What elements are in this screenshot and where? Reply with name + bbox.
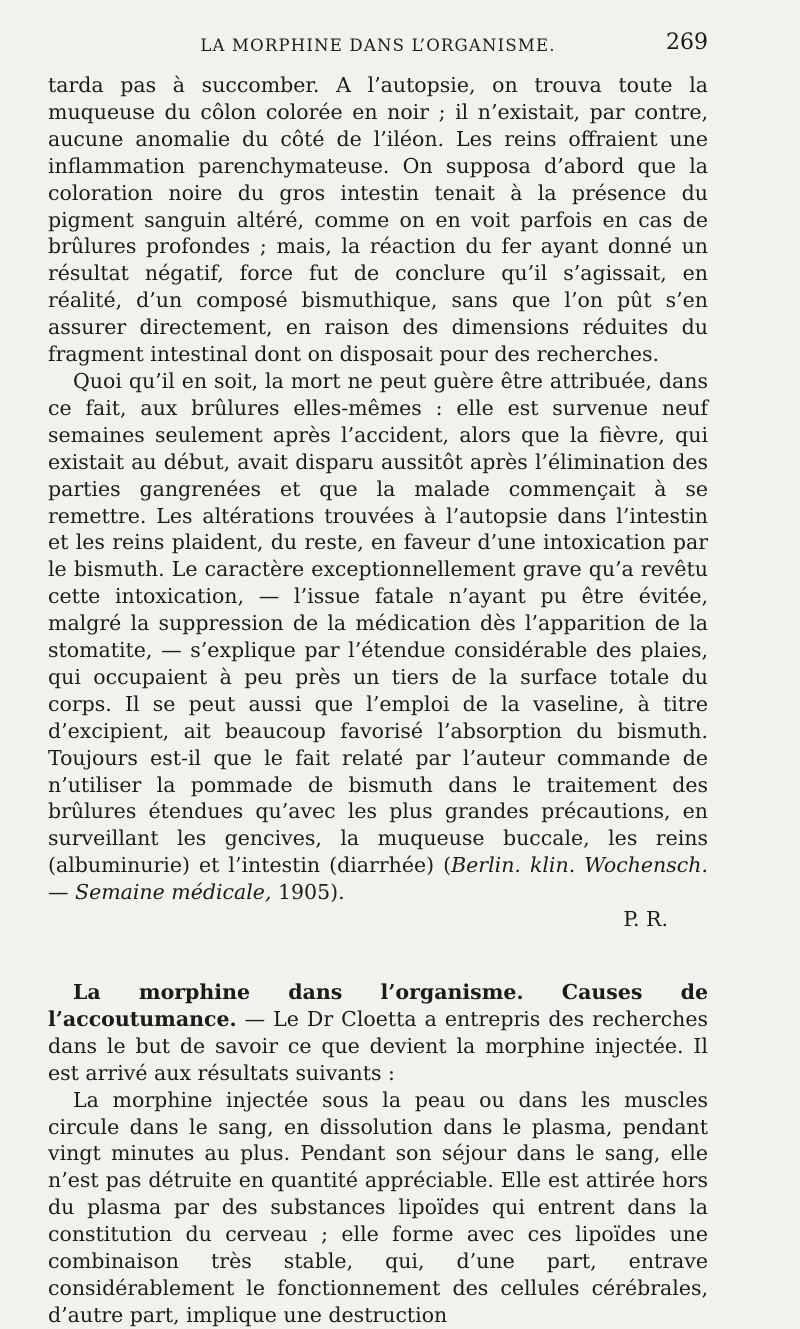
page-number: 269	[666, 30, 708, 55]
paragraph-discussion: Quoi qu’il en soit, la mort ne peut guère être attribuée, dans ce fait, aux brûlures elles-mêmes : elle est survenue neuf semaines seulement après l’accident, alors que la fièvre, qui existait au début, avait disparu aussitôt après l’élimination des parties gangrenées et que la malade commençait à se remettre. Les altérations trouvées à l’autopsie dans l’intestin et les reins plaident, du reste, en faveur d’une intoxication par le bismuth. Le caractère exceptionnellement grave qu’a revêtu cette intoxication, — l’issue fatale n’ayant pu être évitée, malgré la suppression de la médication dès l’apparition de la stomatite, — s’explique par l’étendue considérable des plaies, qui occupaient à peu près un tiers de la surface totale du corps. Il se peut aussi que l’emploi de la vaseline, à titre d’excipient, ait beaucoup favorisé l’absorption du bismuth. Toujours est-il que le fait relaté par l’auteur commande de n’utiliser la pommade de bismuth dans le traitement des brûlures étendues qu’avec les plus grandes précautions, en surveillant les gencives, la muqueuse buccale, les reins (albuminurie) et l’intestin (diarrhée) (Berlin. klin. Wochensch. — Semaine médicale, 1905).	[48, 368, 708, 905]
running-title: LA MORPHINE DANS L’ORGANISME.	[200, 36, 556, 55]
paragraph-discussion-text: Quoi qu’il en soit, la mort ne peut guère être attribuée, dans ce fait, aux brûlures elles-mêmes : elle est survenue neuf semaines seulement après l’accident, alors que la fièvre, qui existait au début, avait disparu aussitôt après l’élimination des parties gangrenées et que la malade commençait à se remettre. Les altérations trouvées à l’autopsie dans l’intestin et les reins plaident, du reste, en faveur d’une intoxication par le bismuth. Le caractère exceptionnellement grave qu’a revêtu cette intoxication, — l’issue fatale n’ayant pu être évitée, malgré la suppression de la médication dès l’apparition de la stomatite, — s’explique par l’étendue considérable des plaies, qui occupaient à peu près un tiers de la surface totale du corps. Il se peut aussi que l’emploi de la vaseline, à titre d’excipient, ait beaucoup favorisé l’absorption du bismuth. Toujours est-il que le fait relaté par l’auteur commande de n’utiliser la pommade de bismuth dans le traitement des brûlures étendues qu’avec les plus grandes précautions, en surveillant les gencives, la muqueuse buccale, les reins (albuminurie) et l’intestin (diarrhée)	[48, 368, 708, 878]
section-title: La morphine dans l’organisme. Causes de l’accoutumance.	[48, 980, 708, 1031]
paragraph-continuation: tarda pas à succomber. A l’autopsie, on trouva toute la muqueuse du côlon colorée en noir ; il n’existait, par contre, aucune anomalie du côté de l’iléon. Les reins offraient une inflammation parenchymateuse. On supposa d’abord que la coloration noire du gros intestin tenait à la présence du pigment sanguin altéré, comme on en voit parfois en cas de brûlures profondes ; mais, la réaction du fer ayant donné un résultat négatif, force fut de conclure qu’il s’agissait, en réalité, d’un composé bismuthique, sans que l’on pût s’en assurer directement, en raison des dimensions réduites du fragment intestinal dont on disposait pour des recherches.	[48, 73, 708, 367]
citation-year: 1905).	[271, 880, 345, 905]
running-head	[48, 30, 708, 60]
section-intro	[48, 979, 708, 1087]
citation-journal: Berlin. klin. Wochensch.	[451, 853, 708, 878]
body-text	[48, 72, 708, 1329]
citation-dash: —	[48, 880, 76, 905]
signoff-line	[48, 906, 708, 933]
paragraph-findings: La morphine injectée sous la peau ou dans les muscles circule dans le sang, en dissolution dans le plasma, pendant vingt minutes au plus. Pendant son séjour dans le sang, elle n’est pas détruite en quantité appréciable. Elle est attirée hors du plasma par des substances lipoïdes qui entrent dans la constitution du cerveau ; elle forme avec ces lipoïdes une combinaison très stable, qui, d’une part, entrave considérablement le fonctionnement des cellules cérébrales, d’autre part, implique une destruction	[48, 1087, 708, 1327]
section-intro-text: — Le Dr Cloetta a entrepris des recherches dans le but de savoir ce que devient la morphine injectée. Il est arrivé aux résultats suivants :	[48, 1006, 708, 1085]
author-signature: P. R.	[623, 907, 668, 932]
citation-source: Semaine médicale,	[75, 880, 272, 905]
